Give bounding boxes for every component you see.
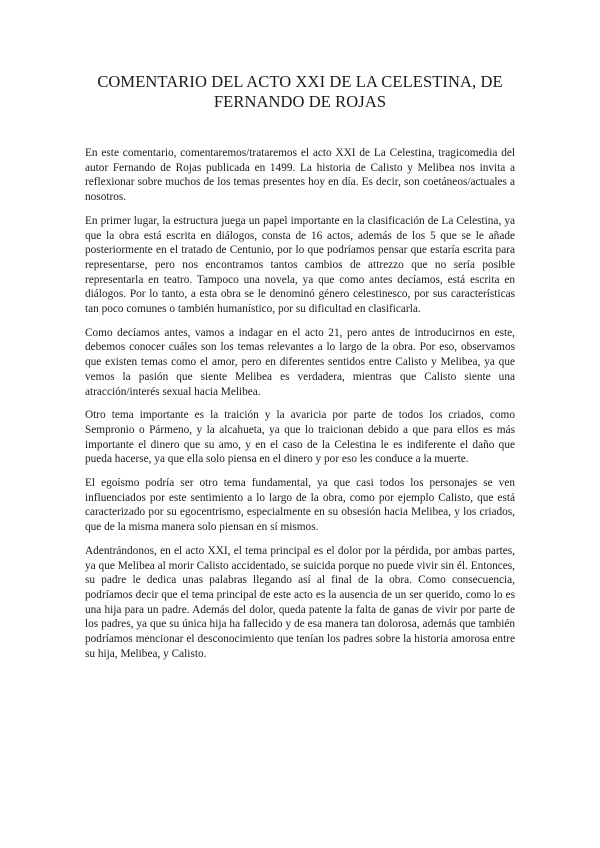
paragraph-themes-betrayal: Otro tema importante es la traición y la avaricia por parte de todos los criados, como Sempronio o Pármeno, y la alcahueta, ya que lo traicionan debido a que para ellos es más importante el dinero que su amo, y en el caso de la Celestina le es indiferente el daño que pueda hacerse, ya que ella solo piensa en el dinero y por eso les conduce a la muerte. — [85, 409, 515, 466]
title-line-2: FERNANDO DE ROJAS — [213, 92, 387, 111]
paragraph-themes-love: Como decíamos antes, vamos a indagar en el acto 21, pero antes de introducirnos en este, debemos conocer cuáles son los temas relevantes a lo largo de la obra. Por eso, observamos que existen temas como el amor, pero en diferentes sentidos entre Calisto y Melibea, ya que vemos la pasión que siente Melibea es verdadera, mientras que Calisto siente una atracción/interés sexual hacia Melibea. — [85, 326, 515, 398]
paragraph-themes-egoism: El egoísmo podría ser otro tema fundamental, ya que casi todos los personajes se ven influenciados por este sentimiento a lo largo de la obra, como por ejemplo Calisto, que está caracterizado por su egocentrismo, especialmente en su obsesión hacia Melibea, y los criados, que de la misma manera solo piensan en sí mismos. — [85, 477, 515, 534]
document-title — [60, 72, 540, 112]
paragraph-structure: En primer lugar, la estructura juega un papel importante en la clasificación de La Celestina, ya que la obra está escrita en diálogos, consta de 16 actos, además de los 5 que se le añade posteriormente en el tratado de Centunio, por lo que podríamos pensar que estaría escrita para representarse, pero nos encontramos tantos cambios de attrezzo que no sería posible representarla en teatro. Tampoco una novela, ya que como antes decíamos, está escrita en diálogos. Por lo tanto, a esta obra se le denominó género celestinesco, por sus características tan poco comunes o también humanístico, por su dificultad en clasificarla. — [85, 214, 515, 316]
paragraph-introduction: En este comentario, comentaremos/trataremos el acto XXI de La Celestina, tragicomedia del autor Fernando de Rojas publicada en 1499. La historia de Calisto y Melibea nos invita a reflexionar sobre muchos de los temas presentes hoy en día. Es decir, son coetáneos/actuales a nosotros. — [85, 147, 515, 204]
document-body — [85, 146, 515, 671]
title-line-1: COMENTARIO DEL ACTO XXI DE LA CELESTINA, DE — [97, 72, 503, 91]
paragraph-act-xxi: Adentrándonos, en el acto XXI, el tema principal es el dolor por la pérdida, por ambas partes, ya que Melibea al morir Calisto accidentado, se suicida porque no puede vivir sin él. Entonces, su padre le dedica unas palabras llegando así al final de la obra. Como consecuencia, podríamos decir que el tema principal de este acto es la ausencia de un ser querido, como lo es una hija para un padre. Además del dolor, queda patente la falta de ganas de vivir por parte de los padres, ya que su única hija ha fallecido y de esa manera tan dolorosa, además que también podríamos mencionar el desconocimiento que tenían los padres sobre la historia amorosa entre su hija, Melibea, y Calisto. — [85, 544, 515, 660]
